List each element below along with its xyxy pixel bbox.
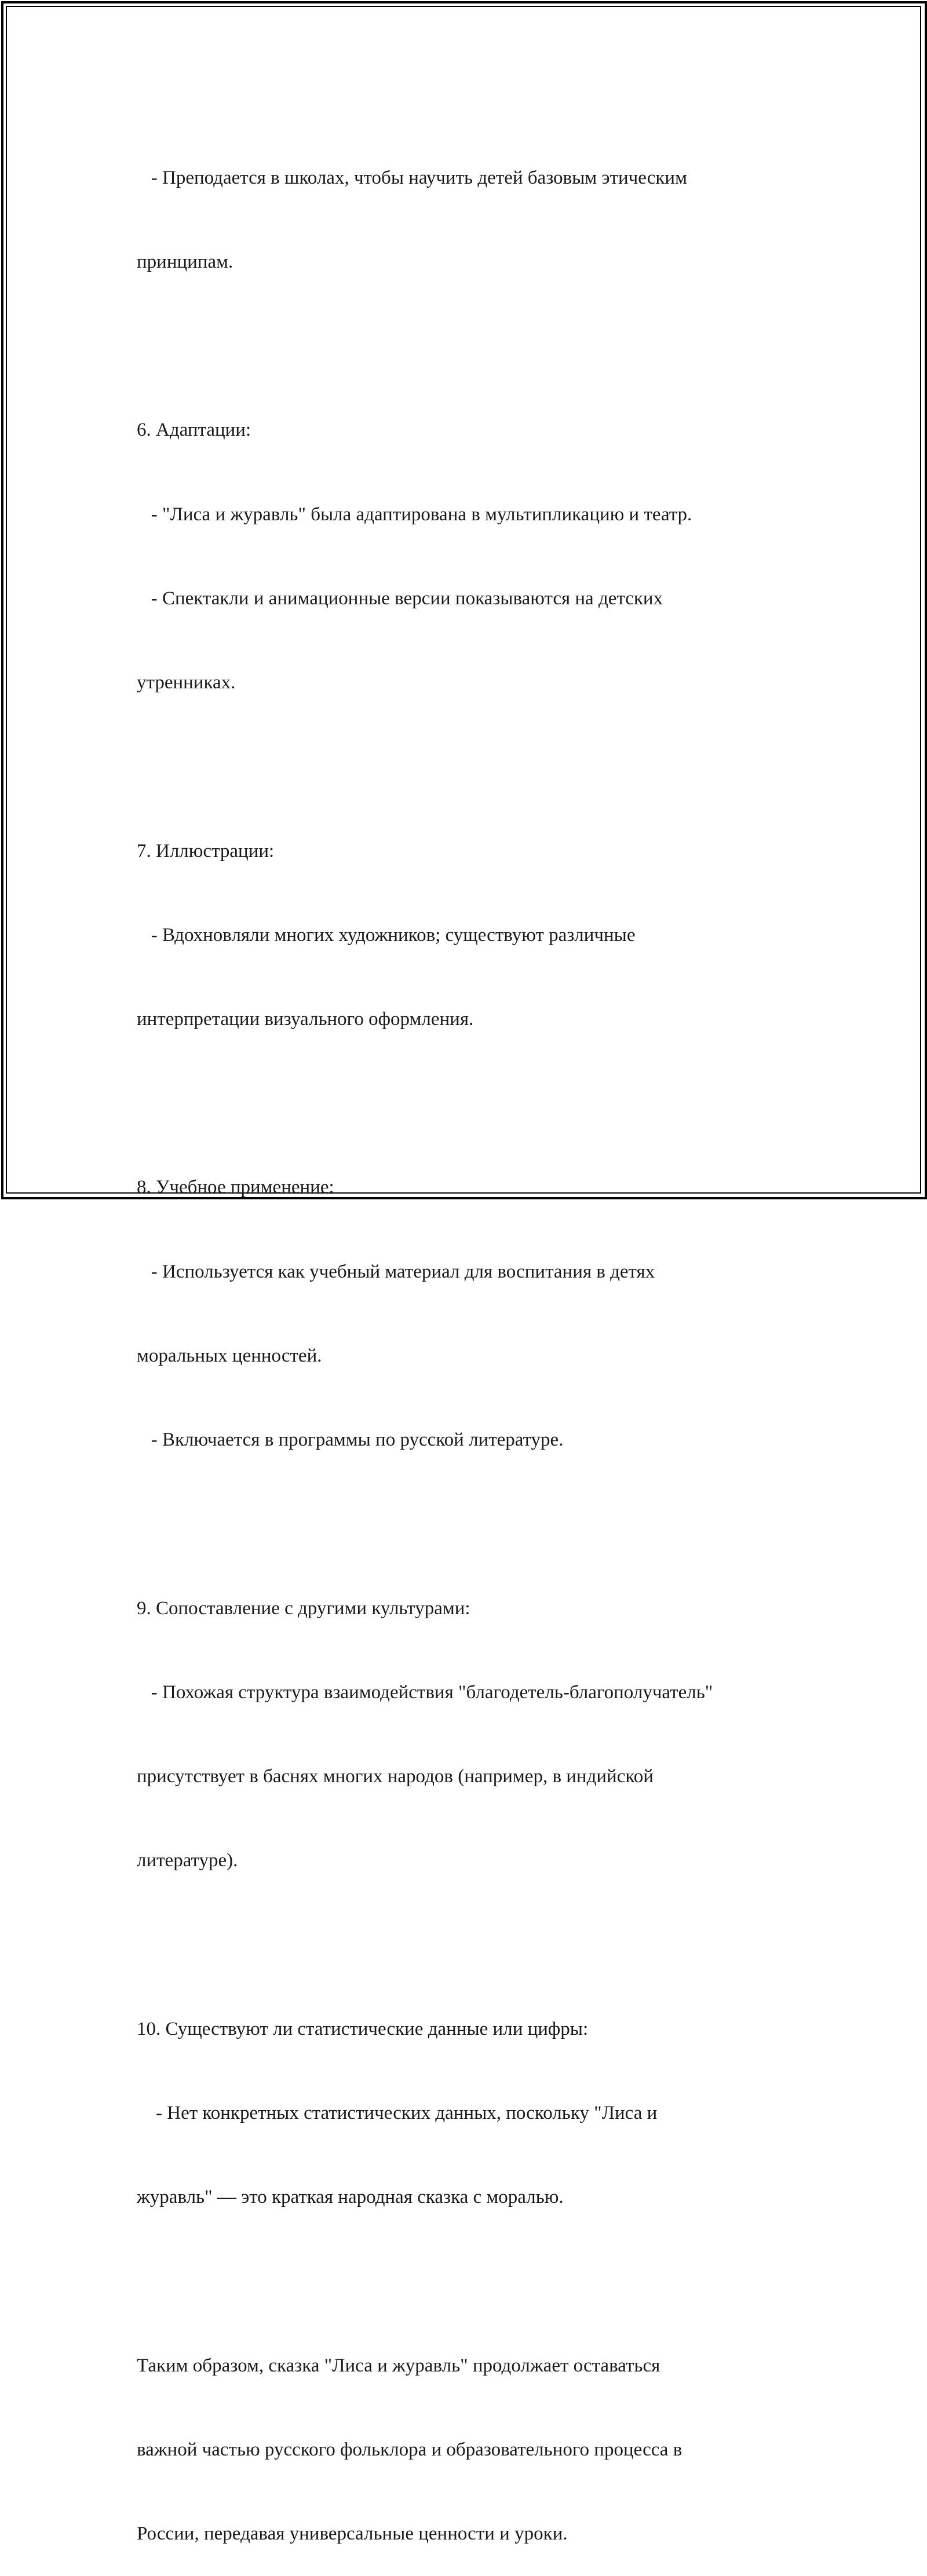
document-body xyxy=(137,108,832,2576)
blank-line xyxy=(137,2267,832,2295)
section-heading: 6. Адаптации: xyxy=(137,419,251,441)
text-line: - Нет конкретных статистических данных, поскольку "Лиса и xyxy=(137,2102,658,2123)
blank-line xyxy=(137,1089,832,1117)
text-line: утренниках. xyxy=(137,672,236,694)
conclusion-line: России, передавая универсальные ценности и уроки. xyxy=(137,2523,568,2544)
text-line: - Вдохновляли многих художников; существуют различные xyxy=(137,924,636,946)
text-line: - Преподается в школах, чтобы научить детей базовым этическим xyxy=(137,167,687,188)
blank-line xyxy=(137,1510,832,1538)
text-line: - "Лиса и журавль" была адаптирована в мультипликацию и театр. xyxy=(137,503,692,525)
section-heading: 8. Учебное применение: xyxy=(137,1177,334,1198)
text-line: - Используется как учебный материал для воспитания в детях xyxy=(137,1261,655,1282)
text-line: интерпретации визуального оформления. xyxy=(137,1009,474,1030)
section-heading: 7. Иллюстрации: xyxy=(137,840,275,862)
text-line: - Включается в программы по русской литературе. xyxy=(137,1429,564,1451)
conclusion-line: Таким образом, сказка "Лиса и журавль" продолжает оставаться xyxy=(137,2355,660,2376)
section-heading: 10. Существуют ли статистические данные или цифры: xyxy=(137,2018,589,2039)
text-line: - Похожая структура взаимодействия "благодетель-благополучатель" xyxy=(137,1681,713,1703)
text-line: литературе). xyxy=(137,1850,238,1871)
blank-line xyxy=(137,332,832,360)
blank-line xyxy=(137,753,832,780)
text-line: присутствует в баснях многих народов (например, в индийской xyxy=(137,1765,654,1787)
text-line: принципам. xyxy=(137,251,233,273)
text-line: моральных ценностей. xyxy=(137,1345,322,1366)
text-line: журавль" — это краткая народная сказка с моралью. xyxy=(137,2187,564,2208)
blank-line xyxy=(137,1931,832,1958)
text-line: - Спектакли и анимационные версии показываются на детских xyxy=(137,588,663,609)
section-heading: 9. Сопоставление с другими культурами: xyxy=(137,1597,470,1619)
conclusion-line: важной частью русского фольклора и образовательного процесса в xyxy=(137,2439,683,2460)
